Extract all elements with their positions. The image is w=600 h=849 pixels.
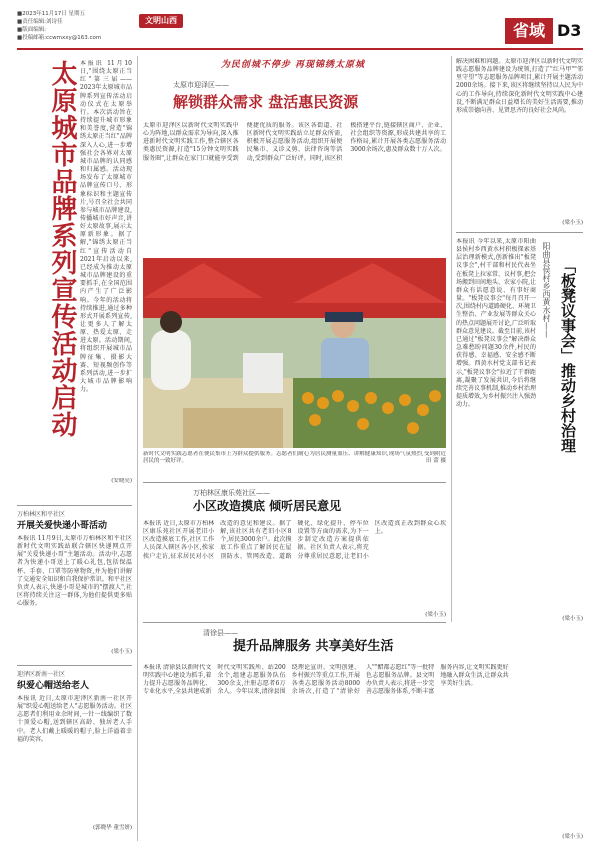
column-rule-right (451, 56, 452, 622)
main-kicker: 太原市迎泽区—— (173, 81, 229, 89)
banner-text: 为民创城不停步 再现锦绣太原城 (220, 60, 366, 70)
left-divider-2 (17, 665, 132, 666)
bottom-story (143, 628, 583, 840)
right-feature-body: 本报讯 今年以来,太原市阳曲县侯村乡西黄水村积极探索基层治理新模式,创新推出"板凳议事会",村干部和村民代表坐在板凳上拉家常、议村事,把会场搬到田间地头、农家小院,让群众有话愿意说、有事好商量。"板凳议事会"每月召开一次,围绕村内道路硬化、环境卫生整治、产业发展等群众关心的热点问题展开讨论,广泛听取群众意见建议。截至目前,该村已通过"板凳议事会"解决群众急难愁盼问题30余件,村民的获得感、幸福感、安全感不断增强。西黄水村党支部书记表示,"板凳议事会"拉近了干群距离,凝聚了发展共识,今后将继续完善议事机制,推动乡村治理提质增效,为乡村振兴注入强劲动力。 (456, 238, 536, 409)
photo-credit: 田 蕾 摄 (426, 458, 446, 465)
main-body: 太原市迎泽区以新时代文明实践中心为阵地,以群众需求为导向,深入推进新时代文明实践工作,整合辖区各类惠民资源,打造"15分钟文明实践服务圈",让群众在家门口就能享受到便捷优质的服务。该区各街道、社区新时代文明实践站立足群众所需,积极开展志愿服务活动,组织开展便民集市、义诊义剪、法律咨询等活动,受到群众广泛好评。同时,该区积极搭建平台,链接辖区商户、企业、社会组织等资源,形成共建共享的工作格局,累计开展各类志愿服务活动3000余场次,惠及群众数十万人次。 (143, 122, 446, 162)
layout-editor: ■版面编辑: (17, 27, 47, 33)
main-headline: 解锁群众需求 盘活惠民资源 (173, 93, 359, 111)
column-rule-left (137, 56, 138, 841)
submission-email: ■投稿邮箱:ccwmxxy@163.com (17, 35, 102, 41)
left-story-body: 本报讯 11月10日,"围绕太原正当红"第三届——2023年太原城市品牌系列宣传活动启动仪式在太原举行。本次活动旨在持续提升城市形象和美誉度,营造"锦绣太原正当红"品牌深入人心,进一步增强社会各界对太原城市品牌的认同感和归属感。活动现场发布了太原城市品牌宣传口号、形象标识和主题宣传片,号召全社会共同参与城市品牌建设,传播城市好声音,讲好太原故事,展示太原新形象。据了解,"锦绣太原正当红"宣传活动自2021年启动以来,已经成为推动太原城市品牌建设的重要抓手,在全国范围内产生了广泛影响。今年的活动将持续推进,通过多种形式开展系列宣传,让更多人了解太原、热爱太原、走进太原。活动期间,将组织开展城市品牌征集、摄影大赛、短视频创作等系列活动,进一步扩大城市品牌影响力。 (80, 60, 132, 394)
page-number: D3 (557, 21, 582, 40)
masthead-rule (17, 48, 583, 50)
right-top-story (456, 58, 583, 228)
right-feature-kicker: 阳曲县侯村乡西黄水村—— (542, 242, 551, 338)
banner (143, 52, 443, 70)
lb1-headline: 开展关爱快递小哥活动 (17, 521, 108, 531)
right-top-credit: (梁小玉) (562, 220, 583, 226)
main-divider (143, 482, 446, 483)
lb2-credit: (郭晓华 董雪妍) (92, 825, 132, 831)
photo-caption-text: 新时代文明实践志愿者在便民集市上为群众提供服务。志愿者们耐心为居民测量血压、讲解健康知识,现场气氛热烈,受到附近居民的一致好评。 (143, 451, 446, 465)
lb1-kicker: 万柏林区和平社区 (17, 511, 66, 518)
right-feature-credit: (梁小玉) (562, 616, 583, 622)
bottom-kicker: 清徐县—— (203, 629, 238, 637)
main-story (143, 74, 446, 254)
right-top-body: 解决困难和问题。太原市迎泽区以新时代文明实践志愿服务品牌建设为统领,打造了"红马甲""邻里守望"等志愿服务品牌项目,累计开展主题活动2000余场。接下来,该区将继续坚持以人民为中心的工作导向,持续深化新时代文明实践中心建设,不断满足群众日益增长的美好生活需要,推动形成崇德向善、见贤思齐的良好社会风尚。 (456, 58, 583, 114)
masthead (17, 10, 583, 50)
mid-story (143, 488, 446, 618)
logo-text: 文明山西 (145, 16, 177, 25)
mid-divider (143, 622, 446, 623)
left-story-body-cont (17, 478, 132, 498)
mid-body: 本报讯 近日,太原市万柏林区康乐苑社区开展老旧小区改造摸底工作,社区工作人员深入辖区各小区,挨家挨户走访,征求居民对小区改造的意见和建议。据了解,该社区共有老旧小区8个,居民3000余户。此次摸底工作重点了解居民在屋顶防水、管网改造、道路硬化、绿化提升、停车位设置等方面的需求,为下一步制定改造方案提供依据。社区负责人表示,将充分尊重居民意愿,让老旧小区改造真正改到群众心坎上。 (143, 520, 446, 560)
lb2-headline: 织爱心帽送给老人 (17, 681, 90, 691)
section-tab (505, 18, 553, 44)
responsible-editor: ■责任编辑:刘诗佳 (17, 19, 63, 25)
lb1-body: 本报讯 11月9日,太原市万柏林区和平社区新时代文明实践站联合辖区快递网点开展"关爱快递小哥"主题活动。活动中,志愿者为快递小哥送上了暖心礼包,包括保温杯、手套、口罩等防寒物资,并为他们讲解了交通安全知识和自我保护常识。和平社区负责人表示,快递小哥是城市的"摆渡人",社区将持续关注这一群体,为他们提供更多贴心服务。 (17, 535, 132, 608)
photo-caption (143, 451, 446, 479)
issue-date: ■2023年11月17日 星期五 (17, 11, 85, 17)
left-story (17, 60, 132, 510)
left-story-credit: (安晓亮) (111, 478, 132, 484)
lb1-credit: (梁小玉) (111, 649, 132, 655)
masthead-logo (139, 14, 183, 28)
bottom-body: 本报讯 清徐县以新时代文明实践中心建设为抓手,着力提升志愿服务品牌化、专业化水平,全县共建成新时代文明实践所、站200余个,组建志愿服务队伍300余支,注册志愿者6万余人。今年以来,清徐县围绕理论宣讲、文明创建、乡村振兴等重点工作,开展各类志愿服务活动8000余场次,打造了"清徐好人""醋都志愿红"等一批特色志愿服务品牌。县文明办负责人表示,将进一步完善志愿服务体系,不断丰富服务内容,让文明实践更好地融入群众生活,让群众共享美好生活。 (143, 664, 509, 696)
left-bottom-story-1 (17, 510, 132, 660)
lb2-kicker: 迎泽区新南一社区 (17, 671, 66, 678)
left-story-headline: 太原城市品牌系列宣传活动启动 (47, 60, 77, 438)
left-bottom-story-2 (17, 670, 132, 840)
right-divider (456, 232, 583, 233)
section-label: 省域 (512, 21, 545, 40)
mid-headline: 小区改造摸底 倾听居民意见 (193, 499, 342, 513)
bottom-headline: 提升品牌服务 共享美好生活 (233, 639, 394, 654)
right-feature-headline: 「板凳议事会」推动乡村治理 (559, 258, 577, 453)
bottom-credit: (梁小玉) (562, 834, 583, 840)
main-photo (143, 258, 446, 448)
left-divider-1 (17, 505, 132, 506)
mid-credit: (梁小玉) (425, 612, 446, 618)
photo-illustration (143, 258, 446, 448)
right-feature (456, 238, 583, 622)
mid-kicker: 万柏林区康乐苑社区—— (193, 489, 270, 497)
lb2-body: 本报讯 近日,太原市迎泽区新南一社区开展"织爱心帽送给老人"志愿服务活动。社区志愿者们利用业余时间,一针一线编织了数十顶爱心帽,送到辖区高龄、独居老人手中。老人们戴上暖暖的帽子,脸上洋溢着幸福的笑容。 (17, 695, 132, 743)
